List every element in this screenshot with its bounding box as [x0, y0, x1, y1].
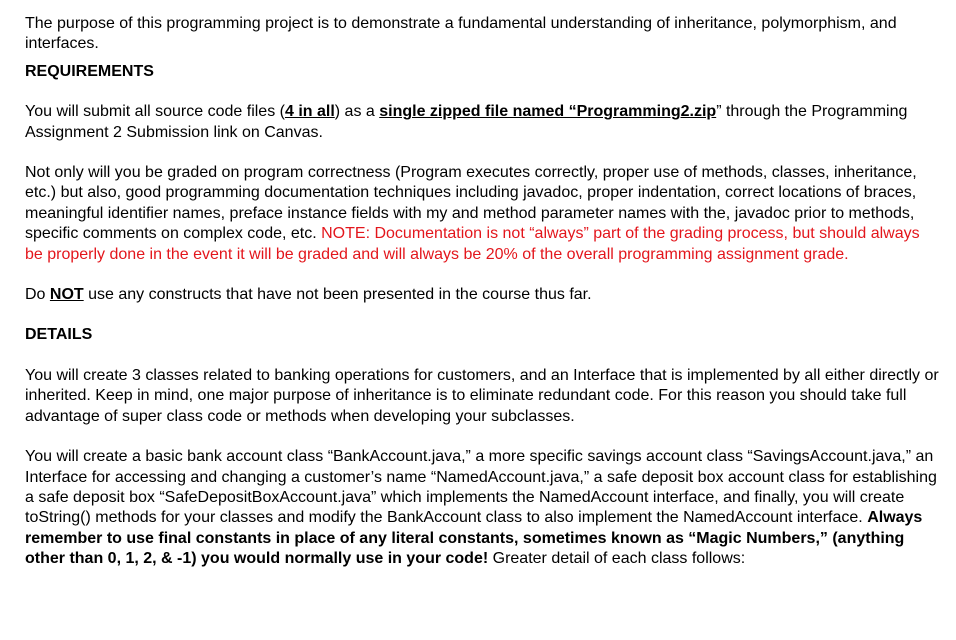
not-emphasis: NOT — [49, 286, 84, 304]
classes-detail-paragraph — [25, 447, 940, 569]
details-heading: DETAILS — [25, 326, 93, 344]
documentation-note: NOTE: Documentation is not “always” part of the grading process, but should always be properly done in the event it will be graded and will always be 20% of the overall programming assignment grade. — [25, 225, 920, 263]
classes-detail-closing: Greater detail of each class follows: — [488, 550, 746, 568]
classes-overview-paragraph: You will create 3 classes related to banking operations for customers, and an Interface that is implemented by all either directly or inherited. Keep in mind, one major purpose of inheritance is to eliminate redundant code. For this reason you should take full advantage of super class code or methods when developing your subclasses. — [25, 366, 939, 425]
document-page — [25, 14, 940, 570]
file-count: 4 in all — [284, 103, 335, 121]
submission-text-1: You will submit all source code files ( — [25, 103, 285, 121]
requirements-heading: REQUIREMENTS — [25, 62, 154, 80]
constructs-text-1: Do — [25, 286, 50, 304]
constructs-text-2: use any constructs that have not been presented in the course thus far. — [83, 286, 592, 304]
magic-numbers-warning: Always remember to use final constants in place of any literal constants, sometimes known as “Magic Numbers,” (anything other than 0, 1, 2, & -1) you would normally use in your code! — [25, 509, 923, 568]
submission-text-3: ” through the Programming Assignment 2 Submission link on Canvas. — [25, 103, 908, 141]
grading-paragraph — [25, 163, 940, 265]
intro-paragraph: The purpose of this programming project is to demonstrate a fundamental understanding of inheritance, polymorphism, and interfaces. — [25, 15, 897, 53]
submission-text-2: ) as a — [334, 103, 380, 121]
constructs-paragraph — [25, 285, 940, 305]
grading-text: Not only will you be graded on program correctness (Program executes correctly, proper use of methods, classes, inheritance, etc.) but also, good programming documentation techniques including javadoc, proper indentation, correct locations of braces, meaningful identifier names, preface instance fields with my and method parameter names with the, javadoc prior to methods, specific comments on complex code, etc. — [25, 164, 917, 243]
zip-file-name: single zipped file named “Programming2.zip — [379, 103, 717, 121]
submission-paragraph — [25, 102, 940, 143]
classes-detail-text: You will create a basic bank account class “BankAccount.java,” a more specific savings account class “SavingsAccount.java,” an Interface for accessing and changing a customer’s name “NamedAccount.java,” a safe deposit box account class for establishing a safe deposit box “SafeDepositBoxAccount.java” which implements the NamedAccount interface, and finally, you will create toString() methods for your classes and modify the BankAccount class to also implement the NamedAccount interface. — [25, 448, 937, 527]
